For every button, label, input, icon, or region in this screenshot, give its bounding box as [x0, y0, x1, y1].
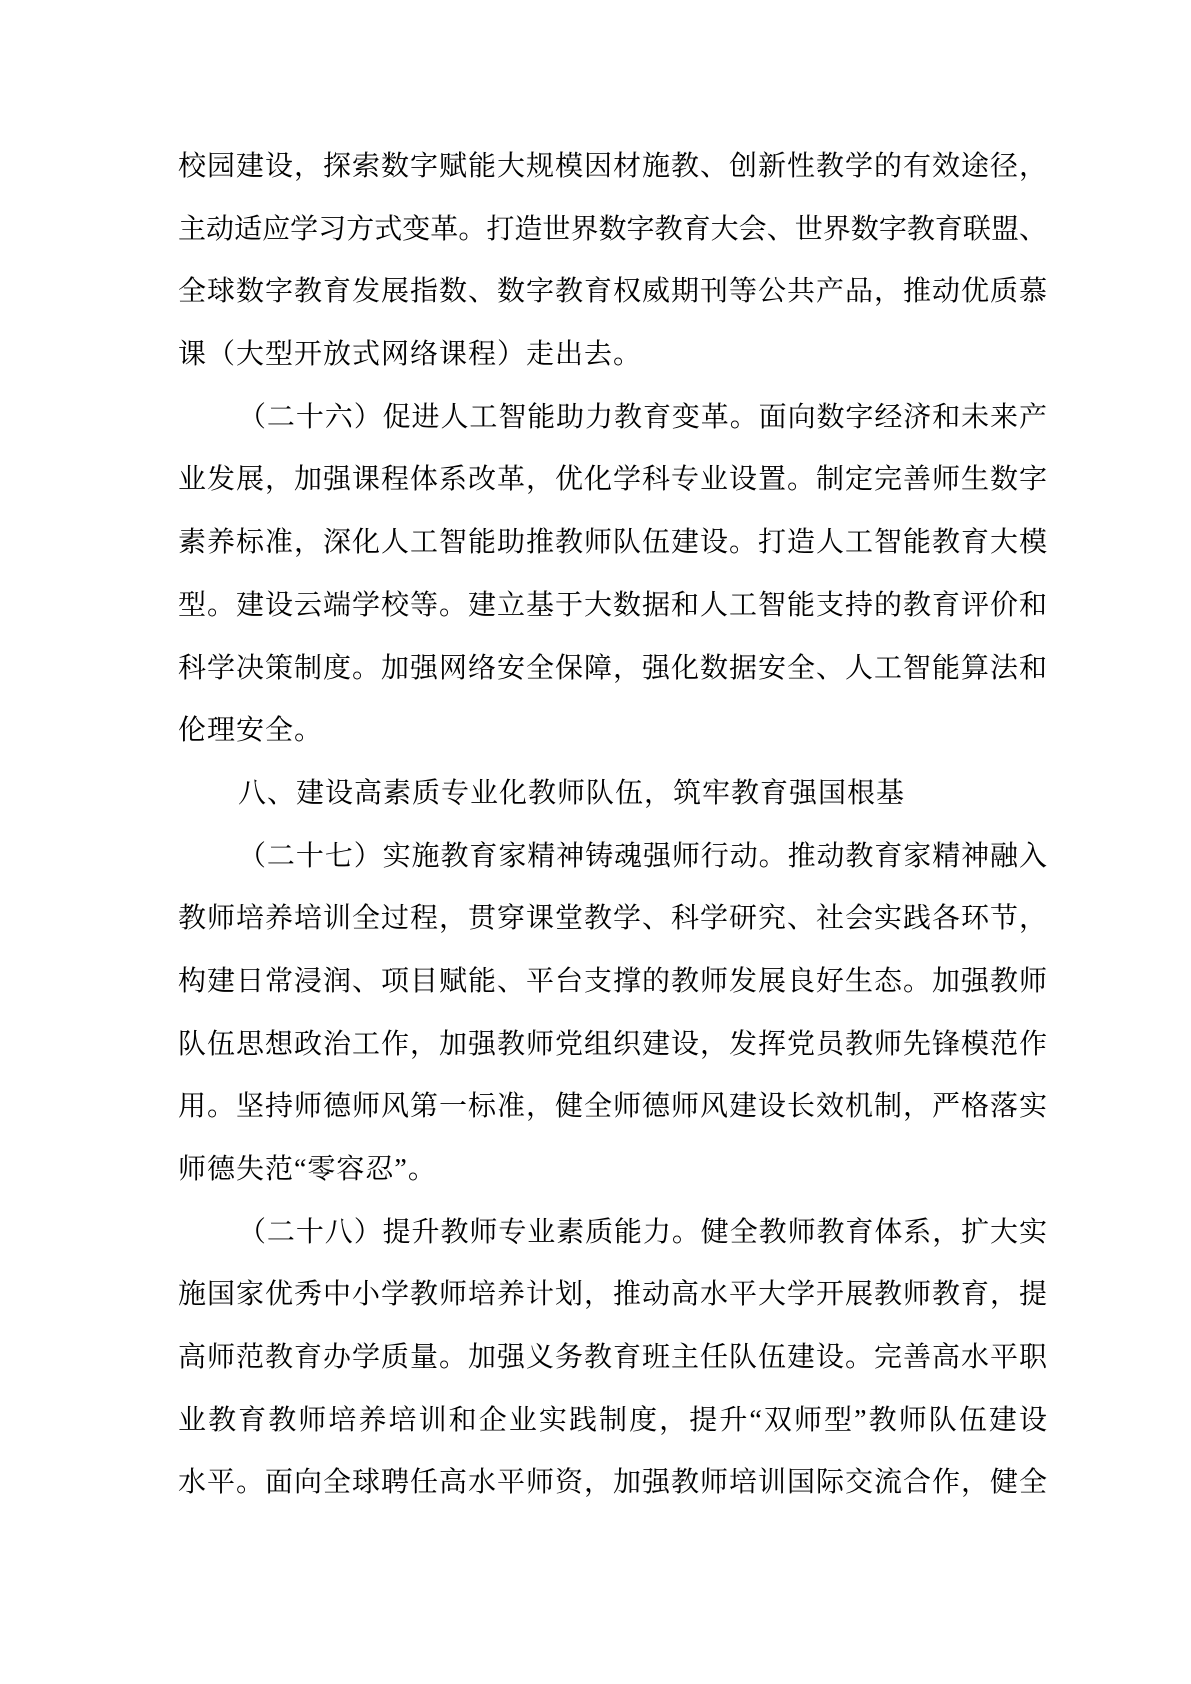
section-heading-8-teacher-workforce: [178, 763, 1046, 826]
text-line: （二十七）实施教育家精神铸魂强师行动。推动教育家精神融入: [238, 840, 1046, 872]
text-line: 教师培养培训全过程，贯穿课堂教学、科学研究、社会实践各环节，: [178, 903, 1046, 935]
section-heading-line: 八、建设高素质专业化教师队伍，筑牢教育强国根基: [238, 777, 906, 809]
text-line: 水平。面向全球聘任高水平师资，加强教师培训国际交流合作，健全: [178, 1467, 1046, 1499]
text-line: （二十八）提升教师专业素质能力。健全教师教育体系，扩大实: [238, 1216, 1046, 1248]
text-line: 构建日常浸润、项目赋能、平台支撑的教师发展良好生态。加强教师: [178, 965, 1046, 997]
paragraph-27-educator-spirit-action: [178, 826, 1046, 1202]
text-line: 业教育教师培养培训和企业实践制度，提升“双师型”教师队伍建设: [178, 1404, 1046, 1436]
text-line: 施国家优秀中小学教师培养计划，推动高水平大学开展教师教育，提: [178, 1279, 1046, 1311]
text-line: 课（大型开放式网络课程）走出去。: [178, 339, 643, 371]
text-line: 伦理安全。: [178, 715, 324, 747]
text-line: 用。坚持师德师风第一标准，健全师德师风建设长效机制，严格落实: [178, 1091, 1046, 1123]
paragraph-26-ai-education-reform: [178, 387, 1046, 763]
paragraph-digital-education-continuation: [178, 136, 1046, 387]
text-line: 校园建设，探索数字赋能大规模因材施教、创新性教学的有效途径，: [178, 151, 1046, 182]
text-line: 素养标准，深化人工智能助推教师队伍建设。打造人工智能教育大模: [178, 527, 1046, 559]
text-line: 高师范教育办学质量。加强义务教育班主任队伍建设。完善高水平职: [178, 1342, 1046, 1374]
text-line: 科学决策制度。加强网络安全保障，强化数据安全、人工智能算法和: [178, 652, 1046, 684]
text-line: 业发展，加强课程体系改革，优化学科专业设置。制定完善师生数字: [178, 464, 1046, 496]
text-line: 主动适应学习方式变革。打造世界数字教育大会、世界数字教育联盟、: [178, 213, 1046, 245]
text-line: 队伍思想政治工作，加强教师党组织建设，发挥党员教师先锋模范作: [178, 1028, 1046, 1060]
text-line: （二十六）促进人工智能助力教育变革。面向数字经济和未来产: [238, 401, 1046, 433]
text-line: 全球数字教育发展指数、数字教育权威期刊等公共产品，推动优质慕: [178, 276, 1046, 308]
paragraph-28-teacher-professional-quality: [178, 1202, 1046, 1515]
text-line: 师德失范“零容忍”。: [178, 1154, 437, 1185]
text-line: 型。建设云端学校等。建立基于大数据和人工智能支持的教育评价和: [178, 589, 1046, 621]
